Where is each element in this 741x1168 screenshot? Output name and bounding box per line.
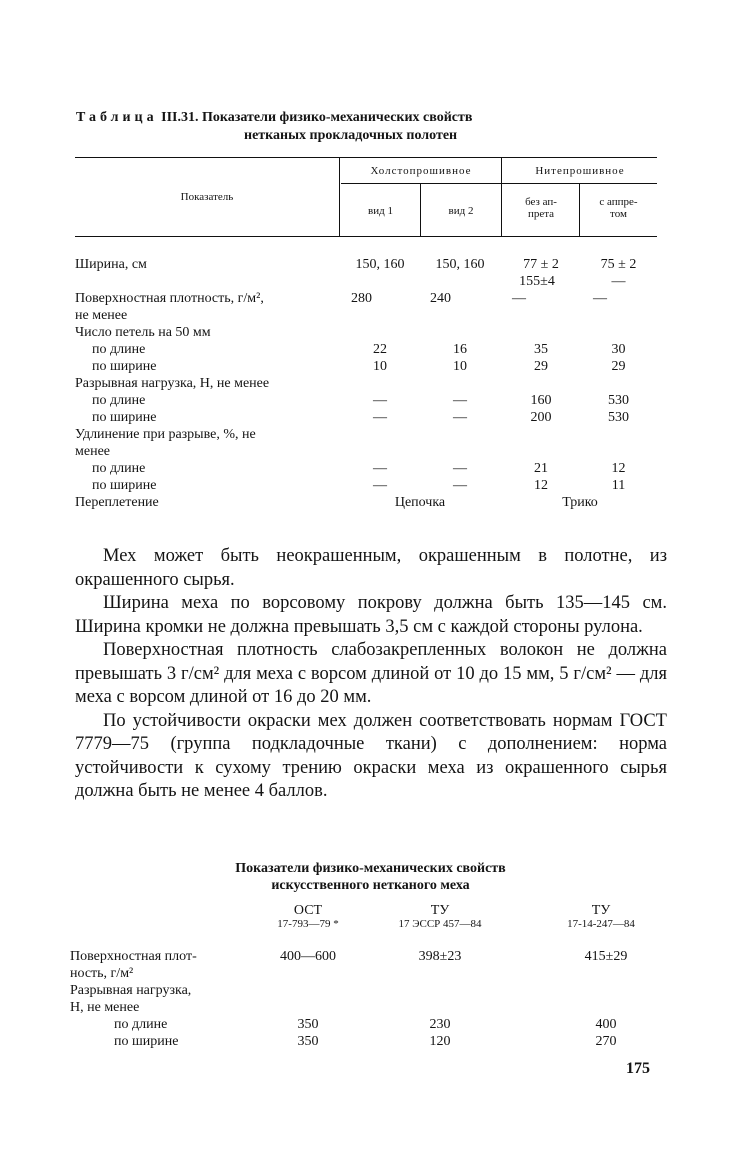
table2-row-len-label: по длине bbox=[114, 1017, 168, 1032]
table1-cell: — bbox=[373, 461, 387, 476]
table1-cell: 200 bbox=[530, 410, 552, 425]
table1-cell: 240 bbox=[430, 291, 451, 306]
table2-cell: 400—600 bbox=[280, 949, 336, 964]
table1-row-width-label: Ширина, см bbox=[75, 257, 147, 272]
table1-cell: — bbox=[373, 410, 387, 425]
table1-top-rule bbox=[75, 157, 657, 158]
table1-cell: — bbox=[453, 410, 467, 425]
table1-cell: 530 bbox=[608, 393, 629, 408]
table1-caption bbox=[76, 110, 472, 126]
table2-col3-bottom: 17-14-247—84 bbox=[567, 918, 635, 930]
table1-cell: 29 bbox=[534, 359, 548, 374]
table2-col1-top: ОСТ bbox=[293, 903, 323, 918]
table1-cell: — bbox=[611, 274, 626, 289]
table2-row-load-label-2: Н, не менее bbox=[70, 1000, 140, 1015]
body-text bbox=[75, 545, 667, 804]
paragraph: По устойчивости окраски мех должен соответствовать нормам ГОСТ 7779—75 (группа подкладочные ткани) с дополнением: норма устойчивости к сухому трению окраски меха из окрашенного сырья должна быть не менее 4 баллов. bbox=[75, 710, 667, 801]
table1-cell: 150, 160 bbox=[355, 257, 405, 272]
table2-col1-bottom: 17-793—79 * bbox=[277, 918, 339, 930]
table2-cell: 230 bbox=[429, 1017, 451, 1032]
table1-cell: 29 bbox=[611, 359, 626, 374]
table1-cell: 30 bbox=[611, 342, 626, 357]
table1-cell: 530 bbox=[608, 410, 629, 425]
table1-cell: 10 bbox=[453, 359, 467, 374]
table1-row-loops-len-label: по длине bbox=[92, 342, 146, 357]
table1-row-load-wid-label: по ширине bbox=[92, 410, 157, 425]
table1-cell: 16 bbox=[453, 342, 467, 357]
table2-cell: 350 bbox=[297, 1017, 319, 1032]
table1-cell: — bbox=[453, 461, 467, 476]
table1-group1: Холстопрошивное bbox=[370, 165, 472, 177]
table1-header-rule bbox=[75, 236, 657, 237]
table1-cell: 12 bbox=[611, 461, 626, 476]
table1-vline-3 bbox=[501, 158, 502, 236]
table1-cell: Цепочка bbox=[394, 495, 446, 510]
table1-cell: 35 bbox=[534, 342, 548, 357]
table2-caption-line2: искусственного нетканого меха bbox=[271, 878, 470, 893]
table1-group2: Нитепрошивное bbox=[535, 165, 625, 177]
table1-cell: 22 bbox=[373, 342, 387, 357]
table2-cell: 350 bbox=[297, 1034, 319, 1049]
table1-caption-line1: Показатели физико-механических свойств bbox=[202, 110, 473, 125]
table1-row-elong-wid-label: по ширине bbox=[92, 478, 157, 493]
table2-caption bbox=[0, 860, 741, 894]
table1-row-elong-label: Удлинение при разрыве, %, не bbox=[75, 427, 256, 442]
table1-cell: — bbox=[593, 291, 607, 306]
table1-cell: — bbox=[512, 291, 526, 306]
table1-sub3-l2: прета bbox=[527, 208, 555, 220]
page-number: 175 bbox=[626, 1060, 650, 1077]
table1-cell: 10 bbox=[373, 359, 387, 374]
paragraph: Ширина меха по ворсовому покрову должна быть 135—145 см. Ширина кромки не должна превышать 3,5 см с каждой стороны рулона. bbox=[75, 593, 667, 637]
paragraph: Поверхностная плотность слабозакрепленных волокон не должна превышать 3 г/см² для меха с ворсом длиной от 10 до 15 мм, 5 г/см² — для меха с ворсом длиной от 16 до 20 мм. bbox=[75, 640, 667, 707]
table2-cell: 400 bbox=[595, 1017, 617, 1032]
table1-vline-1 bbox=[339, 158, 340, 236]
table2-col3-top: ТУ bbox=[591, 903, 611, 918]
table1-row-density-label: Поверхностная плотность, г/м², bbox=[75, 291, 264, 306]
table2-row-density-label: Поверхностная плот- bbox=[70, 949, 197, 964]
table1-row-elong-len-label: по длине bbox=[92, 461, 146, 476]
table1-sub4-l2: том bbox=[610, 208, 627, 220]
table2-row-load-label: Разрывная нагрузка, bbox=[70, 983, 192, 998]
table1-cell: 12 bbox=[534, 478, 548, 493]
table1-cell: 75 ± 2 bbox=[600, 257, 637, 272]
table1-cell: 160 bbox=[530, 393, 552, 408]
table2-cell: 415±29 bbox=[584, 949, 628, 964]
table1-caption-number: III.31. bbox=[161, 110, 199, 125]
table1-cell: — bbox=[373, 478, 387, 493]
table2-row-wid-label: по ширине bbox=[114, 1034, 179, 1049]
table1-sub2: вид 2 bbox=[448, 205, 474, 217]
table2-caption-line1: Показатели физико-механических свойств bbox=[235, 861, 506, 876]
table1-cell: 77 ± 2 bbox=[523, 257, 559, 272]
table1-row-elong-label-2: менее bbox=[75, 444, 110, 459]
table2-cell: 270 bbox=[595, 1034, 617, 1049]
table1-col-indicator: Показатель bbox=[180, 191, 234, 203]
table2-col2-top: ТУ bbox=[430, 903, 450, 918]
table1-cell: 11 bbox=[611, 478, 626, 493]
table1-cell: — bbox=[373, 393, 387, 408]
table1-cell: 280 bbox=[351, 291, 372, 306]
table2-cell: 120 bbox=[429, 1034, 451, 1049]
table1-row-loops-label: Число петель на 50 мм bbox=[75, 325, 211, 340]
table1-row-load-label: Разрывная нагрузка, Н, не менее bbox=[75, 376, 270, 391]
table1-sub3-l1: без ап- bbox=[525, 196, 557, 208]
table1-sub4-l1: с аппре- bbox=[599, 196, 638, 208]
table1-cell: Трико bbox=[562, 495, 598, 510]
table1-cell: 155±4 bbox=[519, 274, 555, 289]
table1-row-loops-wid-label: по ширине bbox=[92, 359, 157, 374]
table1-row-density-label-2: не менее bbox=[75, 308, 128, 323]
table1-cell: — bbox=[453, 393, 467, 408]
table1-row-load-len-label: по длине bbox=[92, 393, 146, 408]
table1-caption-line2: нетканых прокладочных полотен bbox=[244, 128, 458, 143]
table1-cell: 21 bbox=[534, 461, 548, 476]
table1-row-weave-label: Переплетение bbox=[75, 495, 159, 510]
table2-col2-bottom: 17 ЭССР 457—84 bbox=[398, 918, 482, 930]
table2-cell: 398±23 bbox=[418, 949, 462, 964]
table1-sub1: вид 1 bbox=[368, 205, 393, 217]
paragraph: Мех может быть неокрашенным, окрашенным в полотне, из окрашенного сырья. bbox=[75, 546, 667, 590]
table2-row-density-label-2: ность, г/м² bbox=[70, 966, 134, 981]
table1-cell: 150, 160 bbox=[435, 257, 485, 272]
table1-caption-lead: Таблица bbox=[76, 110, 158, 125]
table1-group-rule bbox=[341, 183, 657, 184]
table1-cell: — bbox=[453, 478, 467, 493]
